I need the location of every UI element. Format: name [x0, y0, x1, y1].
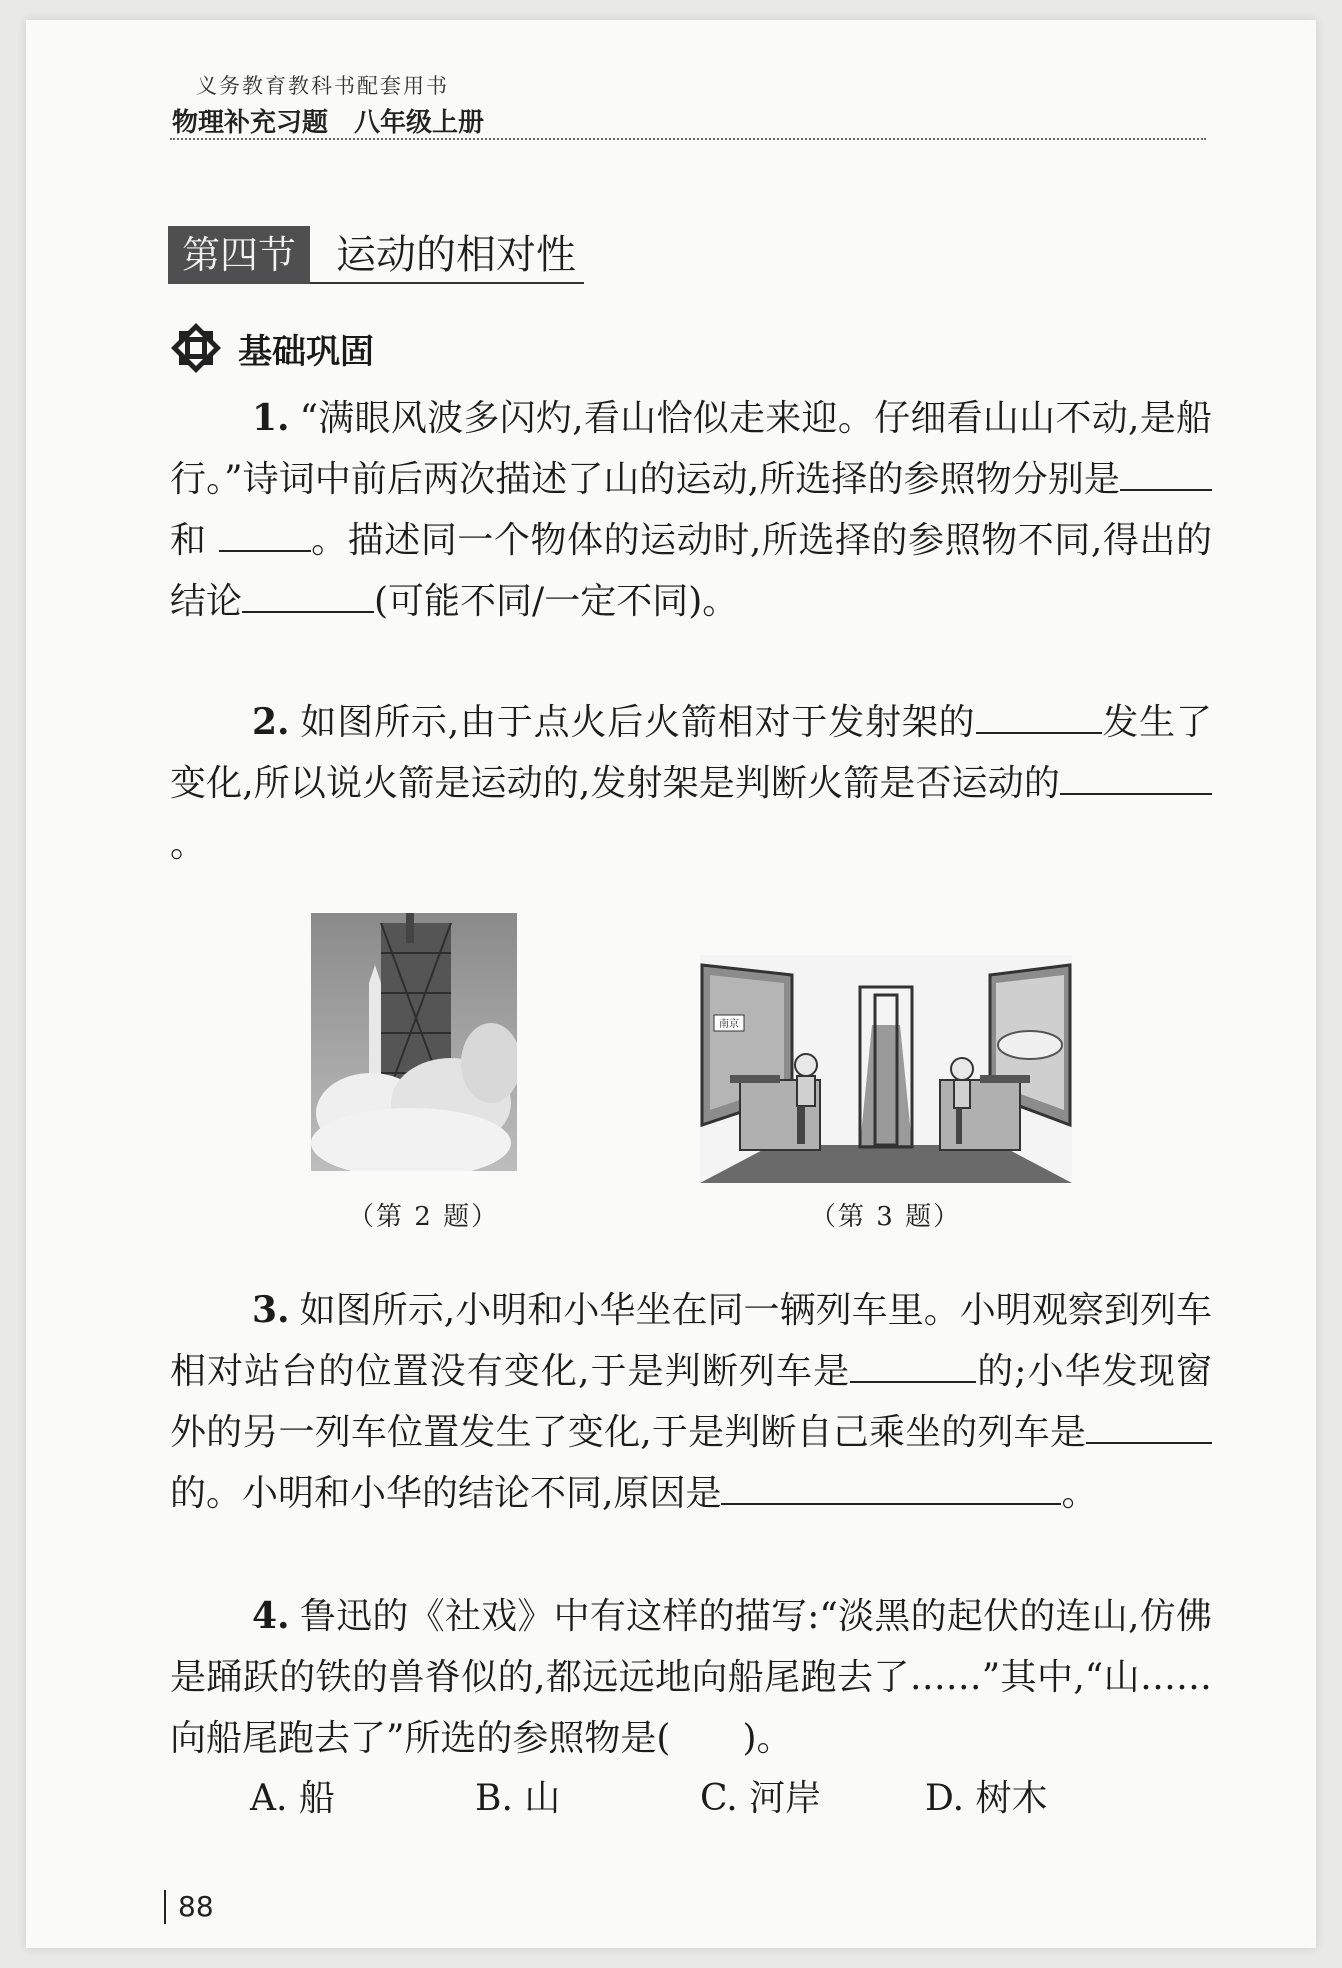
diamond-ornament-icon [170, 322, 222, 374]
book-title-header [172, 102, 484, 139]
book-title: 物理补充习题 [172, 108, 329, 138]
grade-label: 八年级上册 [354, 108, 485, 138]
station-sign: 南京 [719, 1019, 739, 1030]
subsection-label: 基础巩固 [238, 331, 374, 372]
option-b[interactable]: B. 山 [475, 1778, 561, 1819]
question-number: 1. [252, 397, 290, 439]
question-number: 4. [252, 1595, 290, 1637]
figure-2-caption: （第 2 题） [348, 1202, 500, 1232]
question-1: 1. “满眼风波多闪灼,看山恰似走来迎。仔细看山山不动,是船行。”诗词中前后两次描述了山的运动,所选择的参照物分别是和 。描述同一个物体的运动时,所选择的参照物不同,得出的结论 (可能不同/一定不同)。 [170, 397, 1212, 622]
rocket-launch-image [311, 913, 517, 1171]
question-number: 2. [252, 701, 290, 743]
series-header: 义务教育教科书配套用书 [196, 74, 449, 98]
section-title: 运动的相对性 [310, 226, 584, 284]
option-a[interactable]: A. 船 [250, 1778, 335, 1819]
question-4: 4. 鲁迅的《社戏》中有这样的描写:“淡黑的起伏的连山,仿佛是踊跃的铁的兽脊似的,都远远地向船尾跑去了……”其中,“山……向船尾跑去了”所选的参照物是( )。 [170, 1595, 1212, 1759]
section-number-badge: 第四节 [168, 226, 310, 284]
answer-blank[interactable] [219, 514, 311, 552]
answer-blank[interactable] [242, 575, 374, 613]
train-interior-image [700, 955, 1072, 1183]
header-divider [170, 138, 1206, 140]
option-d[interactable]: D. 树木 [925, 1778, 1048, 1819]
option-c[interactable]: C. 河岸 [700, 1778, 822, 1819]
question-2: 2. 如图所示,由于点火后火箭相对于发射架的 发生了变化,所以说火箭是运动的,发射架是判断火箭是否运动的。 [170, 692, 1212, 875]
page-number: 88 [164, 1890, 214, 1924]
question-3: 3. 如图所示,小明和小华坐在同一辆列车里。小明观察到列车相对站台的位置没有变化,于是判断列车是 的;小华发现窗外的另一列车位置发生了变化,于是判断自己乘坐的列车是的。小明和小华的结论不同,原因是 。 [170, 1289, 1212, 1514]
subsection-heading [170, 322, 374, 374]
answer-blank[interactable] [1120, 453, 1212, 491]
choice-options [250, 1770, 1150, 1821]
section-heading [168, 226, 584, 284]
answer-blank[interactable] [721, 1467, 1061, 1505]
figure-3-caption: （第 3 题） [810, 1202, 962, 1232]
answer-blank[interactable] [1086, 1406, 1212, 1444]
question-number: 3. [252, 1289, 290, 1331]
answer-blank[interactable] [850, 1345, 976, 1383]
answer-blank[interactable] [1060, 757, 1212, 795]
answer-blank[interactable] [976, 696, 1102, 734]
